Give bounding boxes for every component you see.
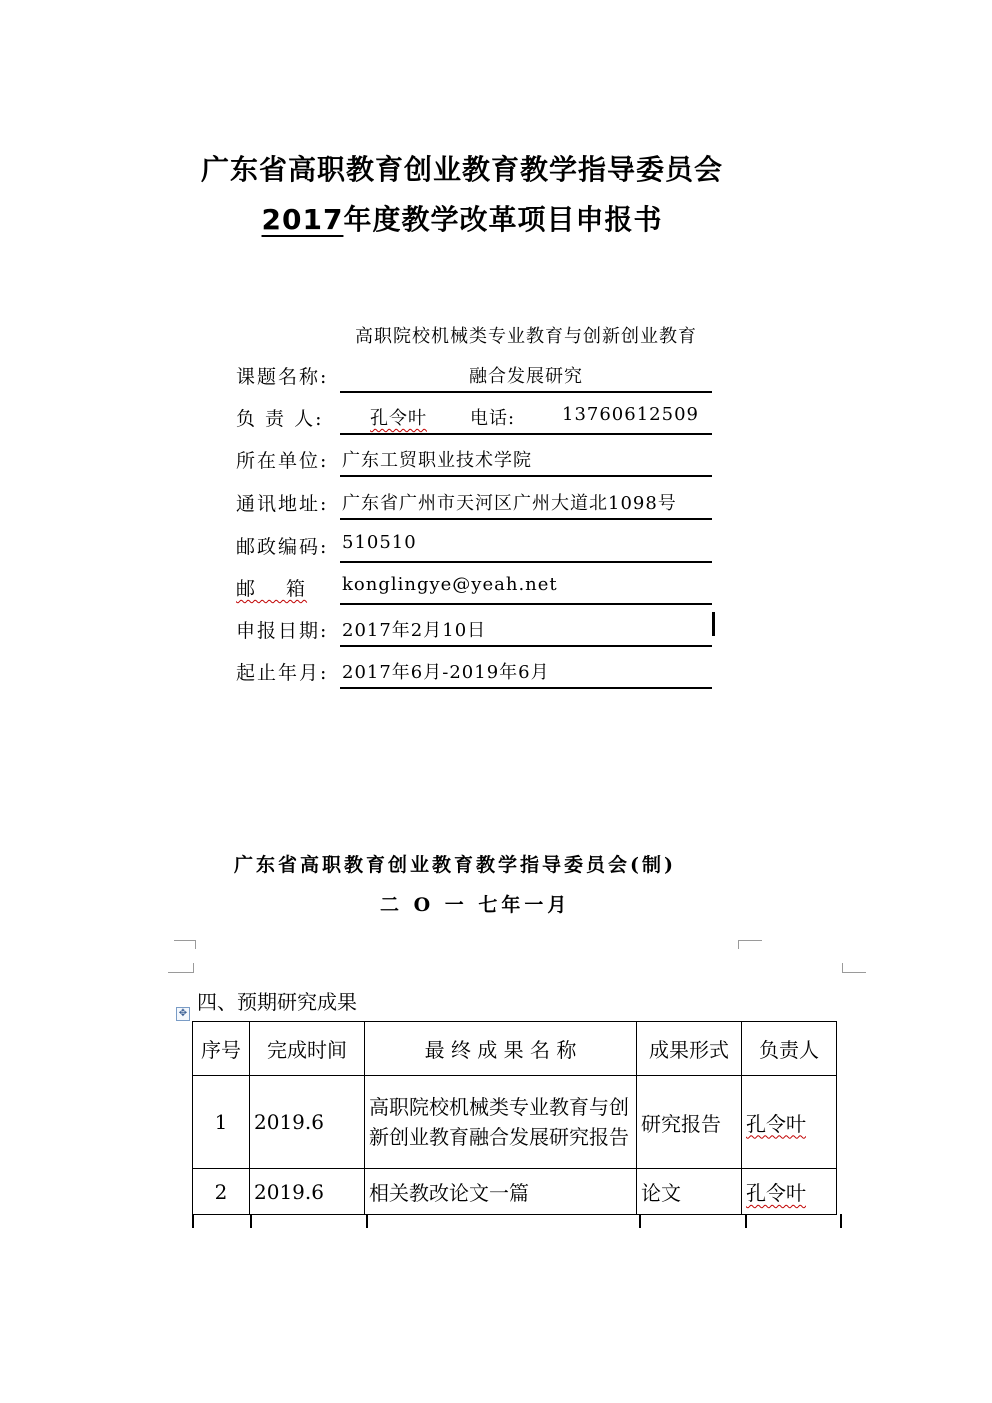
crop-mark-top-left-h bbox=[174, 940, 196, 941]
topic-value-line1: 高职院校机械类专业教育与创新创业教育 bbox=[355, 326, 697, 347]
table-row bbox=[193, 1076, 837, 1169]
crop-mark-left-h bbox=[168, 972, 194, 973]
postcode-label: 邮政编码: bbox=[236, 536, 329, 558]
title-year: 2017 bbox=[261, 203, 344, 236]
phone-value: 13760612509 bbox=[562, 404, 699, 425]
unit-value: 广东工贸职业技术学院 bbox=[342, 450, 532, 471]
postcode-value: 510510 bbox=[342, 532, 417, 553]
leader-underline bbox=[340, 433, 712, 435]
address-value: 广东省广州市天河区广州大道北1098号 bbox=[342, 493, 677, 514]
unit-underline bbox=[340, 475, 712, 477]
cell-no: 1 bbox=[193, 1076, 250, 1169]
cell-time: 2019.6 bbox=[250, 1169, 365, 1215]
trunc-line bbox=[840, 1214, 842, 1228]
crop-mark-left-v bbox=[193, 963, 194, 973]
table-header-row bbox=[193, 1022, 837, 1076]
leader-name: 孔令叶 bbox=[370, 408, 427, 429]
table-move-handle-icon[interactable]: ✥ bbox=[176, 1007, 190, 1021]
header-time: 完成时间 bbox=[250, 1022, 365, 1076]
owner-name: 孔令叶 bbox=[746, 1111, 806, 1136]
date-label: 申报日期: bbox=[236, 620, 329, 642]
cell-form: 论文 bbox=[637, 1169, 742, 1215]
address-label: 通讯地址: bbox=[236, 493, 329, 515]
owner-name: 孔令叶 bbox=[746, 1181, 806, 1205]
header-no: 序号 bbox=[193, 1022, 250, 1076]
date-underline bbox=[340, 645, 712, 647]
crop-mark-top-right-v bbox=[738, 940, 739, 949]
header-owner: 负责人 bbox=[742, 1022, 837, 1076]
header-name: 最 终 成 果 名 称 bbox=[365, 1022, 637, 1076]
crop-mark-right-h bbox=[842, 972, 866, 973]
email-label-text: 邮 箱 bbox=[236, 578, 308, 600]
table-truncated-row bbox=[192, 1214, 842, 1228]
cover-subtitle bbox=[0, 198, 924, 238]
period-value: 2017年6月-2019年6月 bbox=[342, 662, 550, 683]
text-cursor bbox=[712, 612, 715, 636]
footer-date: 二 O 一 七年一月 bbox=[380, 894, 571, 916]
cell-owner bbox=[742, 1076, 837, 1169]
address-underline bbox=[340, 518, 712, 520]
leader-label: 负 责 人: bbox=[236, 408, 324, 430]
header-form: 成果形式 bbox=[637, 1022, 742, 1076]
phone-label: 电话: bbox=[470, 408, 516, 429]
cell-time: 2019.6 bbox=[250, 1076, 365, 1169]
unit-label: 所在单位: bbox=[236, 450, 329, 472]
email-label bbox=[236, 574, 307, 601]
crop-mark-right-v bbox=[842, 963, 843, 973]
period-underline bbox=[340, 687, 712, 689]
email-value: konglingye@yeah.net bbox=[342, 574, 558, 595]
email-underline bbox=[340, 603, 712, 605]
topic-underline bbox=[340, 391, 712, 393]
cover-title: 广东省高职教育创业教育教学指导委员会 bbox=[200, 153, 723, 186]
title-subtitle-rest: 年度教学改革项目申报书 bbox=[343, 203, 663, 236]
table-row bbox=[193, 1169, 837, 1215]
trunc-line bbox=[192, 1214, 194, 1228]
trunc-line bbox=[745, 1214, 747, 1228]
date-value: 2017年2月10日 bbox=[342, 620, 487, 641]
cell-owner bbox=[742, 1169, 837, 1215]
cell-form: 研究报告 bbox=[637, 1076, 742, 1169]
topic-label: 课题名称: bbox=[236, 366, 329, 388]
postcode-underline bbox=[340, 561, 712, 563]
topic-value-line2: 融合发展研究 bbox=[469, 366, 583, 387]
crop-mark-top-right-h bbox=[738, 940, 762, 941]
trunc-line bbox=[639, 1214, 641, 1228]
trunc-line bbox=[250, 1214, 252, 1228]
footer-org: 广东省高职教育创业教育教学指导委员会(制) bbox=[234, 854, 676, 876]
results-table bbox=[192, 1021, 837, 1215]
trunc-line bbox=[366, 1214, 368, 1228]
cell-name: 相关教改论文一篇 bbox=[365, 1169, 637, 1215]
crop-mark-top-left-v bbox=[195, 940, 196, 949]
section-heading: 四、预期研究成果 bbox=[197, 990, 357, 1014]
period-label: 起止年月: bbox=[236, 662, 329, 684]
cell-no: 2 bbox=[193, 1169, 250, 1215]
cell-name: 高职院校机械类专业教育与创新创业教育融合发展研究报告 bbox=[365, 1076, 637, 1169]
leader-value bbox=[370, 404, 427, 430]
